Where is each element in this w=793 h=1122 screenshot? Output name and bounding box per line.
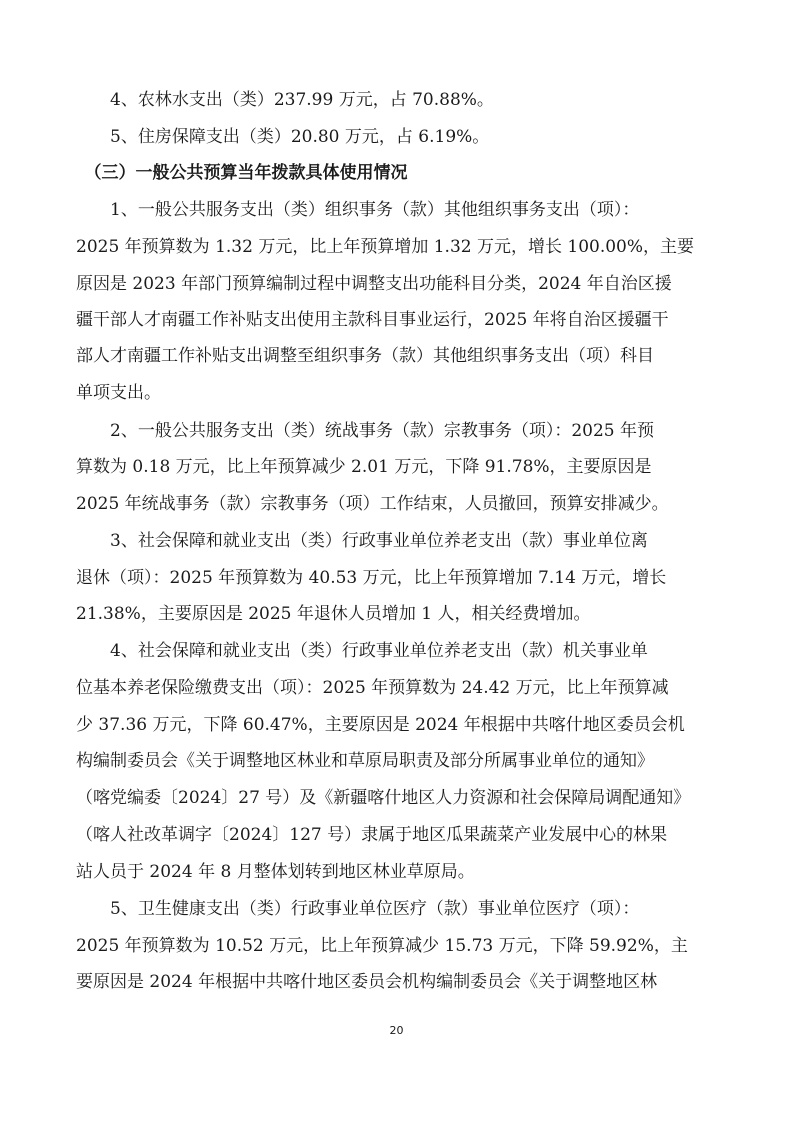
text-line: 3、社会保障和就业支出（类）行政事业单位养老支出（款）事业单位离	[76, 531, 648, 551]
section-heading: （三）一般公共预算当年拨款具体使用情况	[76, 163, 408, 183]
text-line: 少 37.36 万元，下降 60.47%，主要原因是 2024 年根据中共喀什地区委员会机	[76, 715, 685, 735]
text-line: 21.38%，主要原因是 2025 年退休人员增加 1 人，相关经费增加。	[76, 604, 591, 624]
text-line: 要原因是 2024 年根据中共喀什地区委员会机构编制委员会《关于调整地区林	[76, 972, 658, 992]
text-line: 原因是 2023 年部门预算编制过程中调整支出功能科目分类，2024 年自治区援	[76, 274, 672, 294]
text-line: 部人才南疆工作补贴支出调整至组织事务（款）其他组织事务支出（项）科目	[76, 346, 654, 366]
text-line: 5、住房保障支出（类）20.80 万元，占 6.19%。	[76, 127, 490, 147]
text-line: 构编制委员会《关于调整地区林业和草原局职责及部分所属事业单位的通知》	[76, 751, 654, 771]
text-line: 2025 年统战事务（款）宗教事务（项）工作结束，人员撤回，预算安排减少。	[76, 494, 669, 514]
text-line: 4、农林水支出（类）237.99 万元，占 70.88%。	[76, 90, 494, 110]
text-line: 5、卫生健康支出（类）行政事业单位医疗（款）事业单位医疗（项）：	[76, 899, 640, 919]
page-number: 20	[389, 1024, 404, 1037]
text-line: 位基本养老保险缴费支出（项）：2025 年预算数为 24.42 万元，比上年预算减	[76, 678, 669, 698]
text-line: 单项支出。	[76, 383, 161, 403]
text-line: （喀人社改革调字〔2024〕127 号）隶属于地区瓜果蔬菜产业发展中心的林果	[76, 825, 668, 845]
text-line: （喀党编委〔2024〕27 号）及《新疆喀什地区人力资源和社会保障局调配通知》	[76, 788, 691, 808]
text-line: 4、社会保障和就业支出（类）行政事业单位养老支出（款）机关事业单	[76, 641, 648, 661]
text-line: 退休（项）：2025 年预算数为 40.53 万元，比上年预算增加 7.14 万元，增长	[76, 568, 667, 588]
text-line: 2025 年预算数为 1.32 万元，比上年预算增加 1.32 万元，增长 100.00%，主要	[76, 237, 695, 257]
text-line: 算数为 0.18 万元，比上年预算减少 2.01 万元，下降 91.78%，主要原因是	[76, 457, 652, 477]
text-line: 疆干部人才南疆工作补贴支出使用主款科目事业运行，2025 年将自治区援疆干	[76, 310, 669, 330]
text-line: 1、一般公共服务支出（类）组织事务（款）其他组织事务支出（项）：	[76, 200, 640, 220]
text-line: 2025 年预算数为 10.52 万元，比上年预算减少 15.73 万元，下降 59.92%，主	[76, 936, 688, 956]
text-line: 站人员于 2024 年 8 月整体划转到地区林业草原局。	[76, 862, 475, 882]
text-line: 2、一般公共服务支出（类）统战事务（款）宗教事务（项）：2025 年预	[76, 421, 654, 441]
